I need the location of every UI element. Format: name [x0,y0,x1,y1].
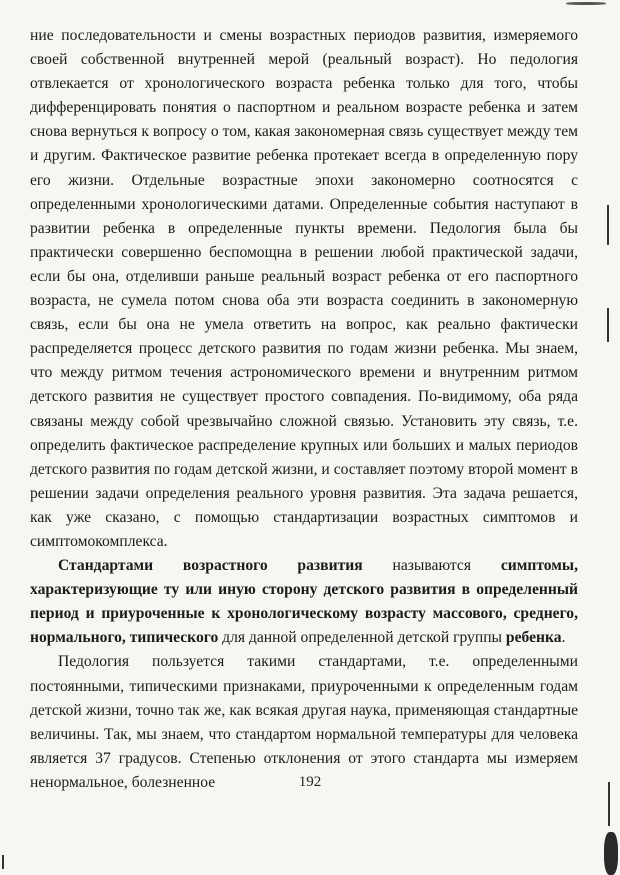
margin-mark-3 [608,782,610,826]
page-body [30,24,578,795]
paragraph-2-text-3: . [561,629,566,647]
paragraph-3: Педология пользуется такими стандартами, т.е. определенными постоянными, типическими признаками, приуроченными к определенным годам детской жизни, точно так же, как всякая другая наука, применяющая стандартные величины. Так, мы знаем, что стандартом нормальной температуры для человека является 37 градусов. Степенью отклонения от этого стандарта мы измеряем ненормальное, болезненное [30,653,578,791]
paragraph-2 [30,554,578,650]
page-number: 192 [298,774,322,790]
term-child: ребенка [505,629,562,647]
paragraph-2-text-2: для данной определенной детской группы [218,629,506,647]
margin-mark-left [2,855,4,869]
paragraph-1: ние последовательности и смены возрастных периодов развития, измеряемого своей собственной внутренней мерой (реальный возраст). Но педология отвлекается от хронологического возраста ребенка только для того, чтобы дифференцировать понятия о паспортном и реальном возрасте ребенка и затем снова вернуться к вопросу о том, какая закономерная связь существует между тем и другим. Фактическое развитие ребенка протекает всегда в определенную пору его жизни. Отдельные возрастные эпохи закономерно соотносятся с определенными хронологическими датами. Определенные события наступают в развитии ребенка в определенные пункты времени. Педология была бы практически совершенно беспомощна в решении любой практической задачи, если бы она, отделивши раньше реальный возраст ребенка от его паспортного возраста, не сумела потом снова оба эти возраста соединить в закономерную связь, если бы она не умела ответить на вопрос, как реально фактически распределяется процесс детского развития по годам жизни ребенка. Мы знаем, что между ритмом течения астрономического времени и внутренним ритмом детского развития не существует простого совпадения. По-видимому, оба ряда связаны между собой чрезвычайно сложной связью. Установить эту связь, т.е. определить фактическое распределение крупных или больших и малых периодов детского развития по годам детской жизни, и составляет поэтому второй момент в решении задачи определения реального уровня развития. Эта задача решается, как уже сказано, с помощью стандартизации возрастных симптомов и симптомокомплекса. [30,27,578,550]
term-age-standards: Стандартами возрастного развития [58,557,363,575]
scan-smudge-bottom [604,832,618,875]
paragraph-2-text-1: называются [362,557,501,575]
margin-mark-2 [607,308,609,342]
scan-smudge-top [566,2,606,5]
definition-bold: симптомы, характеризующие ту или иную сторону детского развития в определенный период и приуроченные к хронологическому возрасту массового, среднего, нормального, типического [30,557,578,647]
margin-mark-1 [607,205,609,245]
